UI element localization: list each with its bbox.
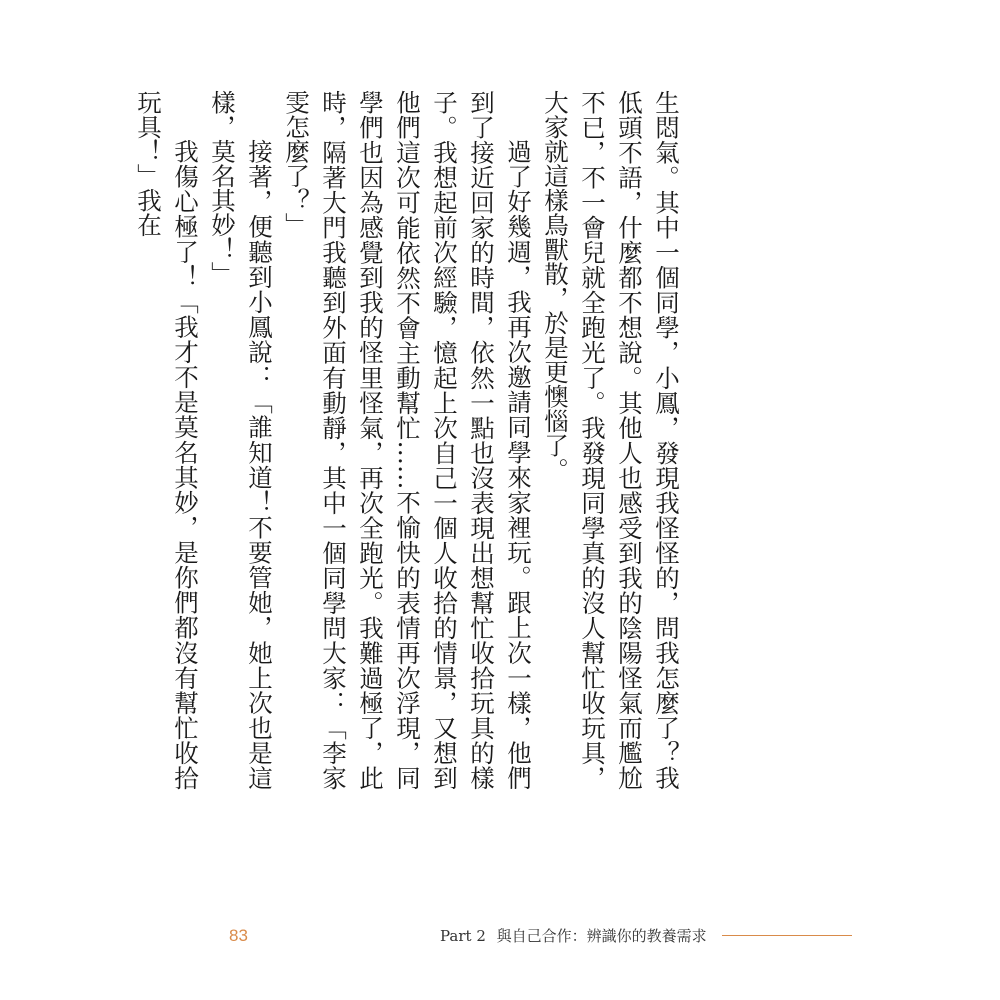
page-footer — [0, 920, 1000, 960]
part-label: Part 2 — [440, 927, 486, 945]
paragraph-4: 我傷心極了！「我才不是莫名其妙，是你們都沒有幫忙收拾玩具！」我在 — [134, 90, 200, 790]
chapter-title: 與自己合作：辨識你的教養需求 — [496, 927, 707, 945]
running-header — [440, 925, 707, 947]
paragraph-1: 生悶氣。其中一個同學，小鳳，發現我怪怪的，問我怎麼了？我低頭不語，什麼都不想說。其他人也感受到我的陰陽怪氣而尷尬不已，不一會兒就全跑光了。我發現同學真的沒人幫忙收玩具，大家就這樣鳥獸散，於是更懊惱了。 — [541, 90, 681, 790]
paragraph-2: 過了好幾週，我再次邀請同學來家裡玩。跟上次一樣，他們到了接近回家的時間，依然一點也沒表現出想幫忙收拾玩具的樣子。我想起前次經驗，憶起上次自己一個人收拾的情景，又想到他們這次可能依然不會主動幫忙……不愉快的表情再次浮現，同學們也因為感覺到我的怪里怪氣，再次全跑光。我難過極了，此時，隔著大門我聽到外面有動靜，其中一個同學問大家：「李家雯怎麼了？」 — [282, 90, 533, 790]
footer-rule — [722, 935, 852, 936]
page-number: 83 — [229, 926, 248, 945]
body-text — [130, 90, 685, 790]
paragraph-3: 接著，便聽到小鳳說：「誰知道！不要管她，她上次也是這樣，莫名其妙！」 — [208, 90, 274, 790]
